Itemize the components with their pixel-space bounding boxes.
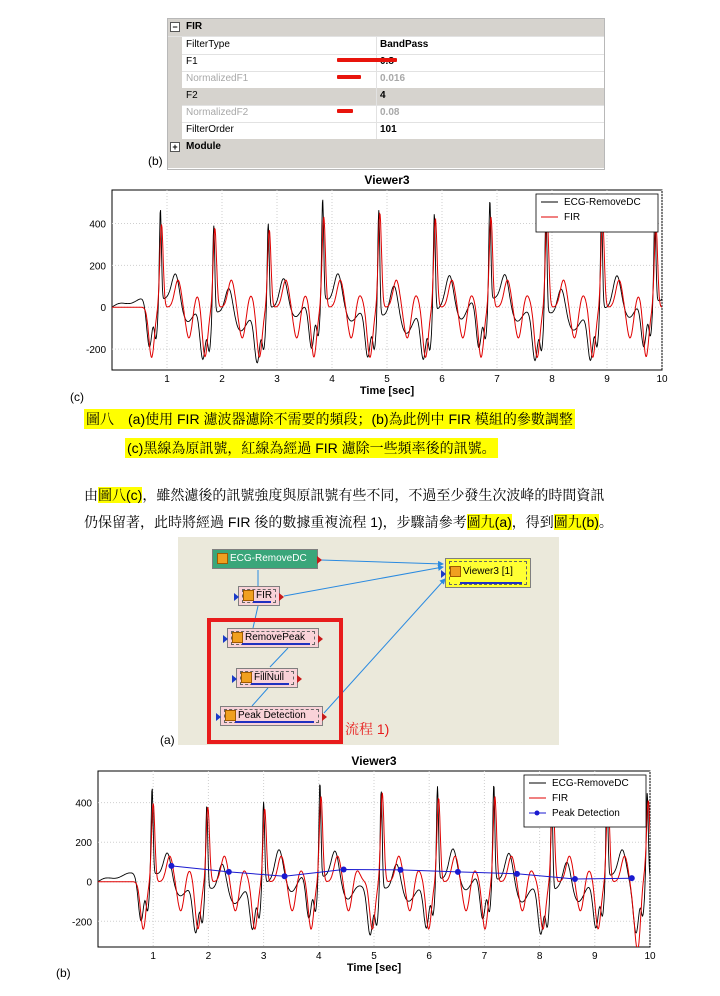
body-paragraph-line-2 [84,512,613,532]
peak-detection-point [455,869,461,875]
text: ，雖然濾後的訊號強度與原訊號有些不同，不過至少發生次波峰的時間資訊 [142,487,605,503]
figure-caption-line-1: 圖八 (a)使用 FIR 濾波器濾除不需要的頻段；(b)為此例中 FIR 模組的參數調整 [86,411,573,427]
peak-detection-point [629,875,635,881]
prop-row-f1[interactable] [168,54,604,72]
prop-value: 0.08 [380,107,400,118]
prop-value[interactable]: BandPass [380,39,429,50]
legend-marker [535,811,540,816]
text: 由 [84,487,98,503]
module-icon [450,566,461,577]
red-markup-normalizedf1 [337,75,361,79]
prop-value[interactable]: 4 [380,90,386,101]
chart-title: Viewer3 [364,173,410,187]
legend-label: FIR [564,212,581,223]
x-tick-label: 10 [644,951,656,962]
node-ecg-removedc[interactable] [212,549,318,569]
x-tick-label: 6 [426,951,432,962]
x-tick-label: 3 [260,951,267,962]
output-port-icon[interactable] [317,556,322,564]
y-tick-label: 400 [89,219,106,231]
chart-1-svg [60,168,680,408]
figure-label-b-2: (b) [56,966,71,980]
x-tick-label: 9 [604,374,610,385]
figure-label-b: (b) [148,154,163,168]
highlight-box-flow-1 [207,618,343,744]
prop-name: NormalizedF2 [186,107,249,118]
x-tick-label: 4 [329,374,335,385]
figure-label-c: (c) [70,390,84,404]
prop-row-f2[interactable] [168,88,604,106]
category-module-label: Module [186,141,221,152]
chart-viewer3-peak-detection [60,749,680,981]
chart-viewer3-fir [60,168,680,408]
peak-detection-point [514,871,520,877]
y-tick-label: 0 [100,303,106,315]
property-grid [167,18,605,170]
x-tick-label: 2 [219,374,225,385]
x-tick-label: 9 [592,951,598,962]
legend-label: ECG-RemoveDC [552,778,629,789]
prop-name: NormalizedF1 [186,73,249,84]
x-axis-label: Time [sec] [359,385,415,397]
figure-ref: 圖九(b) [553,514,599,530]
prop-name: F1 [186,56,198,67]
node-label: RemovePeak [245,632,306,643]
legend-label: Peak Detection [552,808,620,819]
x-tick-label: 5 [371,951,377,962]
peak-detection-point [397,867,403,873]
x-tick-label: 8 [536,951,543,962]
chart-title: Viewer3 [351,754,397,768]
x-tick-label: 8 [549,374,555,385]
node-fir[interactable] [238,586,280,606]
peak-detection-point [226,869,232,875]
prop-name: FilterOrder [186,124,234,135]
category-fir-label: FIR [186,21,203,32]
node-label: Peak Detection [238,710,306,721]
node-label: FillNull [254,672,284,683]
node-label: FIR [256,590,273,601]
text: 。 [598,514,613,530]
text: ，得到 [511,514,554,530]
figure-ref: 圖八(c) [98,487,143,503]
module-icon [243,590,254,601]
expand-icon[interactable]: + [170,142,180,152]
x-tick-label: 3 [274,374,280,385]
y-tick-label: 0 [86,877,92,889]
x-tick-label: 5 [384,374,390,385]
peak-detection-point [168,863,174,869]
x-tick-label: 7 [481,951,488,962]
peak-detection-point [572,876,578,882]
y-tick-label: -200 [71,917,92,929]
output-port-icon[interactable] [279,593,284,601]
x-tick-label: 1 [150,951,156,962]
category-fir[interactable] [168,19,604,37]
red-markup-normalizedf2 [337,109,353,113]
peak-detection-point [341,866,347,872]
figure-label-a: (a) [160,733,175,747]
x-tick-label: 4 [316,951,322,962]
y-tick-label: -200 [85,345,106,357]
prop-row-normalizedf1 [168,71,604,89]
input-port-icon[interactable] [441,570,446,578]
input-port-icon[interactable] [234,593,239,601]
x-tick-label: 1 [164,374,170,385]
node-viewer3[interactable] [445,558,531,588]
node-label: Viewer3 [1] [463,566,513,577]
prop-name: FilterType [186,39,230,50]
y-tick-label: 200 [89,261,106,273]
chart-2-svg [60,749,680,981]
collapse-icon[interactable]: − [170,22,180,32]
legend-label: ECG-RemoveDC [564,197,641,208]
prop-row-filterorder[interactable] [168,122,604,140]
node-label: ECG-RemoveDC [230,553,307,564]
prop-row-filtertype[interactable] [168,37,604,55]
y-tick-label: 200 [75,838,92,850]
prop-row-normalizedf2 [168,105,604,123]
x-tick-label: 10 [656,374,668,385]
x-tick-label: 6 [439,374,445,385]
figure-caption-line-2: (c)黑線為原訊號，紅線為經過 FIR 濾除一些頻率後的訊號。 [127,440,496,456]
x-axis-label: Time [sec] [346,962,402,974]
prop-value: 0.016 [380,73,406,84]
y-tick-label: 400 [75,798,92,810]
x-tick-label: 7 [494,374,500,385]
legend-label: FIR [552,793,569,804]
x-tick-label: 2 [205,951,212,962]
figure-ref: 圖九(a) [466,514,512,530]
red-markup-f1 [337,58,397,62]
peak-detection-point [282,873,288,879]
prop-value[interactable]: 101 [380,124,397,135]
annotation-flow-1: 流程 1) [345,721,390,737]
module-icon [217,553,228,564]
body-paragraph-line-1 [84,485,604,505]
category-module[interactable] [168,139,604,168]
text: 仍保留著，此時將經過 FIR 後的數據重複流程 1)，步驟請參考 [84,514,467,530]
prop-name: F2 [186,90,198,101]
